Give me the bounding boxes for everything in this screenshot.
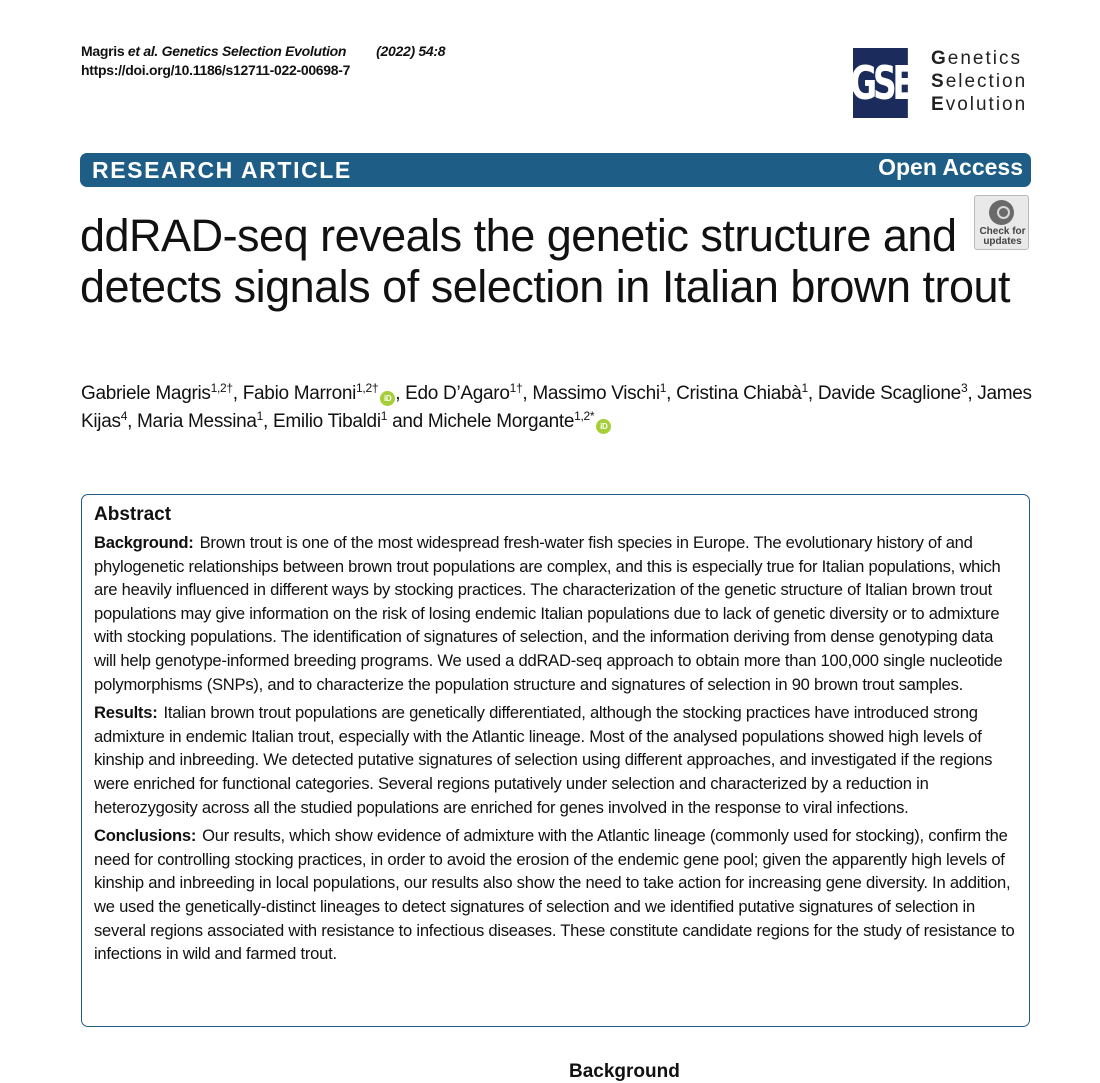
author-affiliation: 1† bbox=[509, 381, 523, 395]
abstract-results: Results: Italian brown trout populations are genetically differentiated, although the stocking practices have introduced strong admixture in endemic Italian trout, especially with the Atlantic lineage. Most of the analysed populations showed high levels of kinship and inbreeding. We detected putative signatures of selection using different approaches, and investigated if the regions were enriched for functional categories. Several regions putatively under selection and characterized by a reduction in heterozygosity across all the studied populations are enriched for genes involved in the response to viral infections. bbox=[94, 703, 993, 817]
author-list: Gabriele Magris$^{1,2\dagger}$, Fabio Marroni$^{1,2\dagger}$iD , Edo D’Agaro$^{1\dagger}$, Massimo Vischi$^1$, Cristina Chiabà$^1$, Davide Scaglione$^3$, James Kijas$^4$, Maria Messina$^1$, Emilio Tibaldi$^1$ and Michele Morgante$^{1,2*}$iD bbox=[81, 381, 1032, 432]
author-name: James Kijas bbox=[81, 383, 1032, 432]
author-affiliation: 1,2† bbox=[210, 381, 233, 395]
author-affiliation: 1 bbox=[801, 381, 808, 395]
author-name: Maria Messina bbox=[137, 411, 257, 432]
author-name: Cristina Chiabà bbox=[676, 383, 802, 404]
open-access-label: Open Access bbox=[878, 154, 1023, 180]
author-name: Edo D’Agaro bbox=[405, 383, 510, 404]
author-affiliation: 1 bbox=[659, 381, 667, 395]
doi-link[interactable]: https://doi.org/10.1186/s12711-022-00698-7 bbox=[81, 62, 351, 78]
author-name: Davide Scaglione bbox=[817, 383, 961, 404]
article-type: RESEARCH ARTICLE bbox=[92, 157, 352, 183]
author-affiliation: 1 bbox=[380, 409, 388, 423]
author-affiliation: 1,2* bbox=[574, 409, 595, 423]
journal-logo-text: Genetics Selection Evolution bbox=[931, 48, 1028, 115]
abstract-heading: Abstract bbox=[94, 504, 172, 525]
orcid-icon[interactable]: iD bbox=[596, 419, 611, 434]
article-title: ddRAD-seq reveals the genetic structure and detects signals of selection in Italian brown trout bbox=[80, 210, 1011, 312]
citation-journal: Genetics Selection Evolution bbox=[161, 43, 347, 59]
orcid-icon[interactable]: iD bbox=[380, 391, 395, 406]
author-name: Emilio Tibaldi bbox=[273, 411, 381, 432]
abstract-box bbox=[81, 494, 1030, 1027]
check-for-updates-button[interactable]: Check for updates bbox=[974, 195, 1029, 250]
author-affiliation: 3 bbox=[960, 381, 968, 395]
citation-volume: (2022) 54:8 bbox=[376, 43, 446, 59]
author-name: Massimo Vischi bbox=[532, 383, 660, 404]
author-name: Gabriele Magris bbox=[81, 383, 211, 404]
section-heading-background: Background bbox=[569, 1061, 680, 1082]
gse-logo-mark: GSE bbox=[853, 48, 908, 118]
citation-authors: Magris bbox=[81, 43, 128, 59]
author-affiliation: 4 bbox=[120, 409, 128, 423]
author-name: Fabio Marroni bbox=[242, 383, 357, 404]
author-name: Michele Morgante bbox=[427, 411, 575, 432]
abstract-conclusions: Conclusions: Our results, which show evidence of admixture with the Atlantic lineage (commonly used for stocking), confirm the need for controlling stocking practices, in order to avoid the erosion of the endemic gene pool; given the apparently high levels of kinship and inbreeding in local populations, our results also show the need to take action for increasing gene diversity. In addition, we used the genetically-distinct lineages to detect signatures of selection and we identified putative signatures of selection in several regions associated with resistance to infectious diseases. These constitute candidate regions for the study of resistance to infections in wild and farmed trout. bbox=[94, 826, 1015, 964]
citation-header bbox=[81, 42, 445, 80]
journal-logo bbox=[850, 48, 1028, 118]
abstract-background: Background: Brown trout is one of the most widespread fresh-water fish species in Europe. The evolutionary history of and phylogenetic relationships between brown trout populations are complex, and this is especially true for Italian populations, which are heavily influenced in different ways by stocking practices. The characterization of the genetic structure of Italian brown trout populations may give information on the risk of losing endemic Italian populations due to lack of genetic diversity or to admixture with stocking populations. The identification of signatures of selection, and the information deriving from dense genotyping data will help genotype-informed breeding programs. We used a ddRAD-seq approach to obtain more than 100,000 single nucleotide polymorphisms (SNPs), and to characterize the population structure and signatures of selection in 90 brown trout samples. bbox=[94, 533, 1003, 694]
article-type-banner bbox=[80, 153, 1031, 187]
author-affiliation: 1,2† bbox=[356, 381, 379, 395]
citation-et-al: et al. bbox=[127, 43, 159, 59]
author-affiliation: 1 bbox=[256, 409, 264, 423]
